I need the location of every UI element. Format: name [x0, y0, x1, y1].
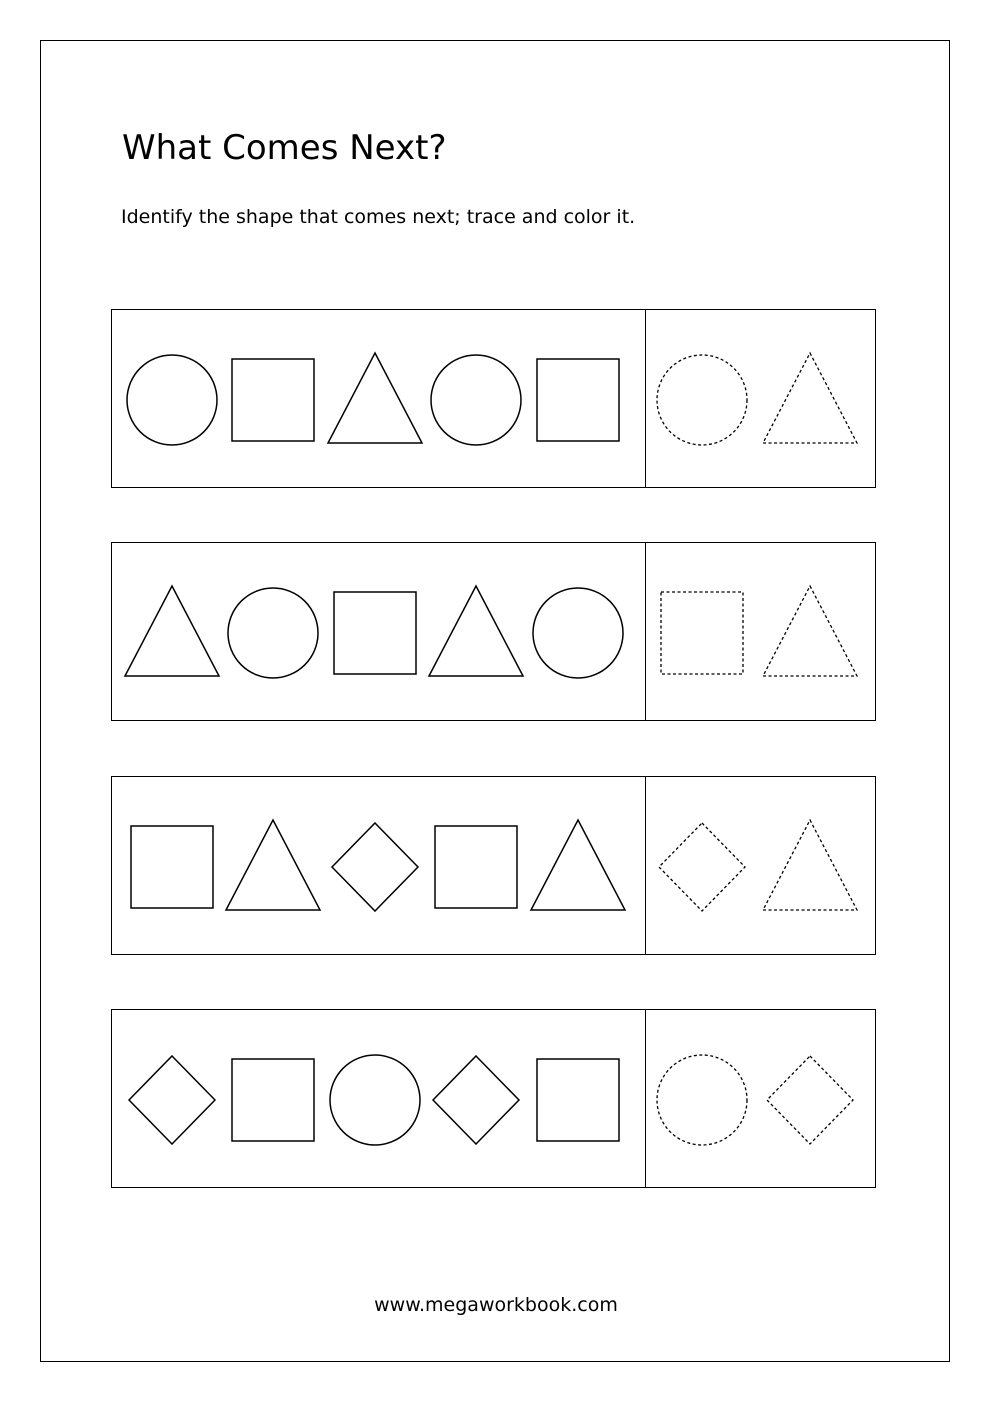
pattern-shapes [112, 777, 877, 956]
circle-shape [431, 355, 521, 445]
circle-shape [228, 588, 318, 678]
square-shape [537, 359, 619, 441]
dotted-triangle-trace [763, 353, 857, 443]
triangle-shape [328, 353, 422, 443]
square-shape [435, 826, 517, 908]
page-title: What Comes Next? [122, 128, 447, 168]
instructions: Identify the shape that comes next; trace and color it. [121, 206, 636, 228]
square-shape [334, 592, 416, 674]
dotted-triangle-trace [763, 820, 857, 910]
pattern-shapes [112, 310, 877, 489]
circle-shape [127, 355, 217, 445]
diamond-shape [129, 1056, 215, 1144]
square-shape [232, 359, 314, 441]
diamond-shape [332, 823, 418, 911]
pattern-row-4 [111, 1009, 876, 1188]
triangle-shape [226, 820, 320, 910]
circle-shape [330, 1055, 420, 1145]
dotted-triangle-trace [763, 586, 857, 676]
square-shape [537, 1059, 619, 1141]
square-shape [131, 826, 213, 908]
dotted-square-trace [661, 592, 743, 674]
circle-shape [533, 588, 623, 678]
footer-url: www.megaworkbook.com [374, 1294, 618, 1316]
dotted-diamond-trace [767, 1056, 853, 1144]
pattern-row-1 [111, 309, 876, 488]
dotted-circle-trace [657, 355, 747, 445]
triangle-shape [429, 586, 523, 676]
pattern-row-3 [111, 776, 876, 955]
pattern-shapes [112, 543, 877, 722]
triangle-shape [125, 586, 219, 676]
dotted-circle-trace [657, 1055, 747, 1145]
triangle-shape [531, 820, 625, 910]
pattern-shapes [112, 1010, 877, 1189]
pattern-row-2 [111, 542, 876, 721]
dotted-diamond-trace [659, 823, 745, 911]
square-shape [232, 1059, 314, 1141]
diamond-shape [433, 1056, 519, 1144]
